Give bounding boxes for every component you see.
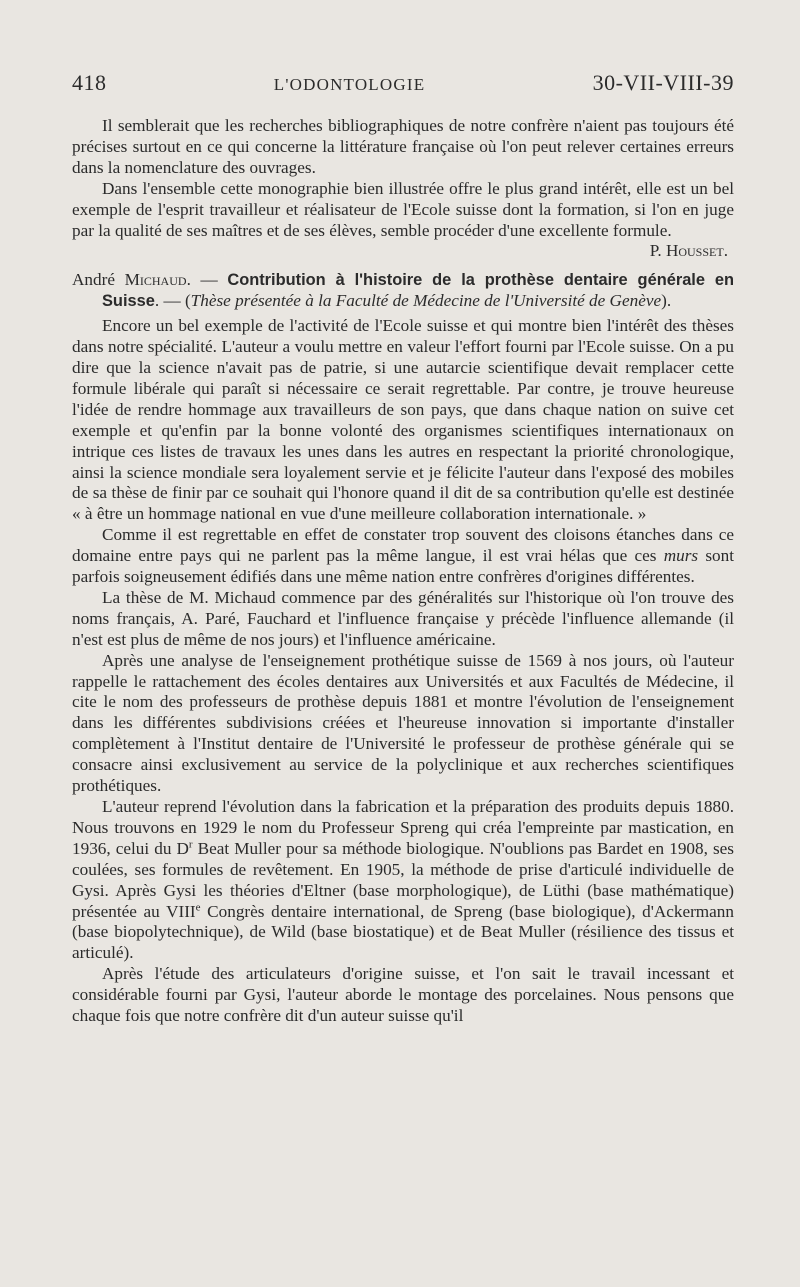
p5-text-b: Beat Muller pour sa méthode biologique. N'oublions pas Bardet en 1908, ses coulées, ses formules de revêtement. En 1905, la méthode de prise d'articulé individuelle de Gysi. Après Gysi les théories d'Eltner (base morphologique), de Lüthi (base mathématique) présentée au VIII xyxy=(72,838,734,921)
review-separator: . — xyxy=(186,270,228,290)
body-paragraph-6: Après l'étude des articulateurs d'origine suisse, et l'on sait le travail incessant et considérable fourni par Gysi, l'auteur aborde le montage des porcelaines. Nous pensons que chaque fois que notre confrère dit d'un auteur suisse qu'il xyxy=(72,964,734,1026)
journal-title: L'ODONTOLOGIE xyxy=(273,75,426,94)
body-paragraph-1: Encore un bel exemple de l'activité de l'Ecole suisse et qui montre bien l'intérêt des thèses dans notre spécialité. L'auteur a voulu mettre en valeur l'effort fourni par l'Ecole suisse. On a pu dire que la science n'avait pas de patrie, si une autarcie scientifique devait remplacer cette formule libérale qui paraît si nécessaire ce serait regrettable. Par contre, je trouve heureuse l'idée de rendre hommage aux travailleurs de son pays, que dans chaque nation on suive cet exemple et qu'enfin par la bonne volonté des organismes scientifiques internationaux on intrique ces listes de travaux les unes dans les autres en respectant la priorité chronologique, ainsi la science mondiale sera loyalement servie et je félicite l'auteur dans l'exposé des mobiles de sa thèse de finir par ce souhait qui l'honore quand il dit de sa contribution qu'elle est destinée « à être un hommage national en vue d'une meilleure collaboration internationale. » xyxy=(72,316,734,524)
review-author-first: André xyxy=(72,270,125,290)
intro-paragraph-1: Il semblerait que les recherches bibliographiques de notre confrère n'aient pas toujours été précises surtout en ce qui concerne la littérature française où l'on peut relever certaines erreurs dans la nomenclature des ouvrages. xyxy=(72,116,734,177)
signature-initial: P. xyxy=(649,241,666,261)
body-paragraph-3: La thèse de M. Michaud commence par des généralités sur l'historique où l'on trouve des noms français, A. Paré, Fauchard et l'influence française y précède l'influence allemande (il n'est est plus de même de nos jours) et l'influence américaine. xyxy=(72,587,734,649)
body-paragraph-5 xyxy=(72,797,734,964)
review-publication-info: Thèse présentée à la Faculté de Médecine de l'Université de Genève xyxy=(190,291,662,311)
p5-text-c: Congrès dentaire international, de Spreng (base biologique), d'Ackermann (base biopolytechnique), de Wild (base biostatique) et de Beat Muller (résilience des tissus et articulé). xyxy=(72,901,734,963)
intro-paragraph-2: Dans l'ensemble cette monographie bien illustrée offre le plus grand intérêt, elle est un bel exemple de l'esprit travailleur et réalisateur de l'Ecole suisse dont la formation, si l'on en juge par la qualité de ses maîtres et de ses élèves, semble procéder d'une excellente formule. xyxy=(72,178,734,240)
review-separator-2: . — ( xyxy=(154,291,191,311)
review-book-title: Contribution à l'histoire de la prothèse dentaire générale en Suisse xyxy=(102,271,735,311)
p2-emphasis: murs xyxy=(663,546,699,566)
p2-text-b: sont parfois soigneusement édifiés dans une même nation entre confrères d'origines différentes. xyxy=(72,546,734,587)
p5-superscript-e: e xyxy=(195,900,201,913)
review-signature xyxy=(72,241,734,262)
running-header xyxy=(72,70,734,96)
signature-name: Housset. xyxy=(665,241,728,261)
p5-superscript-r: r xyxy=(188,838,193,851)
review-close: ). xyxy=(661,291,672,311)
p2-text-a: Comme il est regrettable en effet de constater trop souvent des cloisons étanches dans ce domaine entre pays qui ne parlent pas la même langue, il est vrai hélas que ces xyxy=(72,525,734,566)
page-number: 418 xyxy=(72,70,107,95)
review-author-last: Michaud xyxy=(124,270,187,290)
body-paragraph-4: Après une analyse de l'enseignement prothétique suisse de 1569 à nos jours, où l'auteur rappelle le rattachement des écoles dentaires aux Universités et aux Facultés de Médecine, il cite le nom des professeurs de prothèse depuis 1881 et montre l'évolution de l'enseignement dans les différentes subdivisions créées et l'heureuse innovation si importante d'installer complètement à l'Institut dentaire de l'Université le professeur de prothèse générale qui se consacre ainsi exclusivement au service de la polyclinique et aux recherches scientifiques prothétiques. xyxy=(72,650,734,796)
page-text xyxy=(72,116,734,1027)
body-paragraph-2 xyxy=(72,525,734,588)
review-heading xyxy=(72,270,734,312)
p5-text-a: L'auteur reprend l'évolution dans la fabrication et la préparation des produits depuis 1880. Nous trouvons en 1929 le nom du Professeur Spreng qui créa l'empreinte par mastication, en 1936, celui du D xyxy=(72,797,734,858)
issue-date: 30-VII-VIII-39 xyxy=(592,70,734,95)
